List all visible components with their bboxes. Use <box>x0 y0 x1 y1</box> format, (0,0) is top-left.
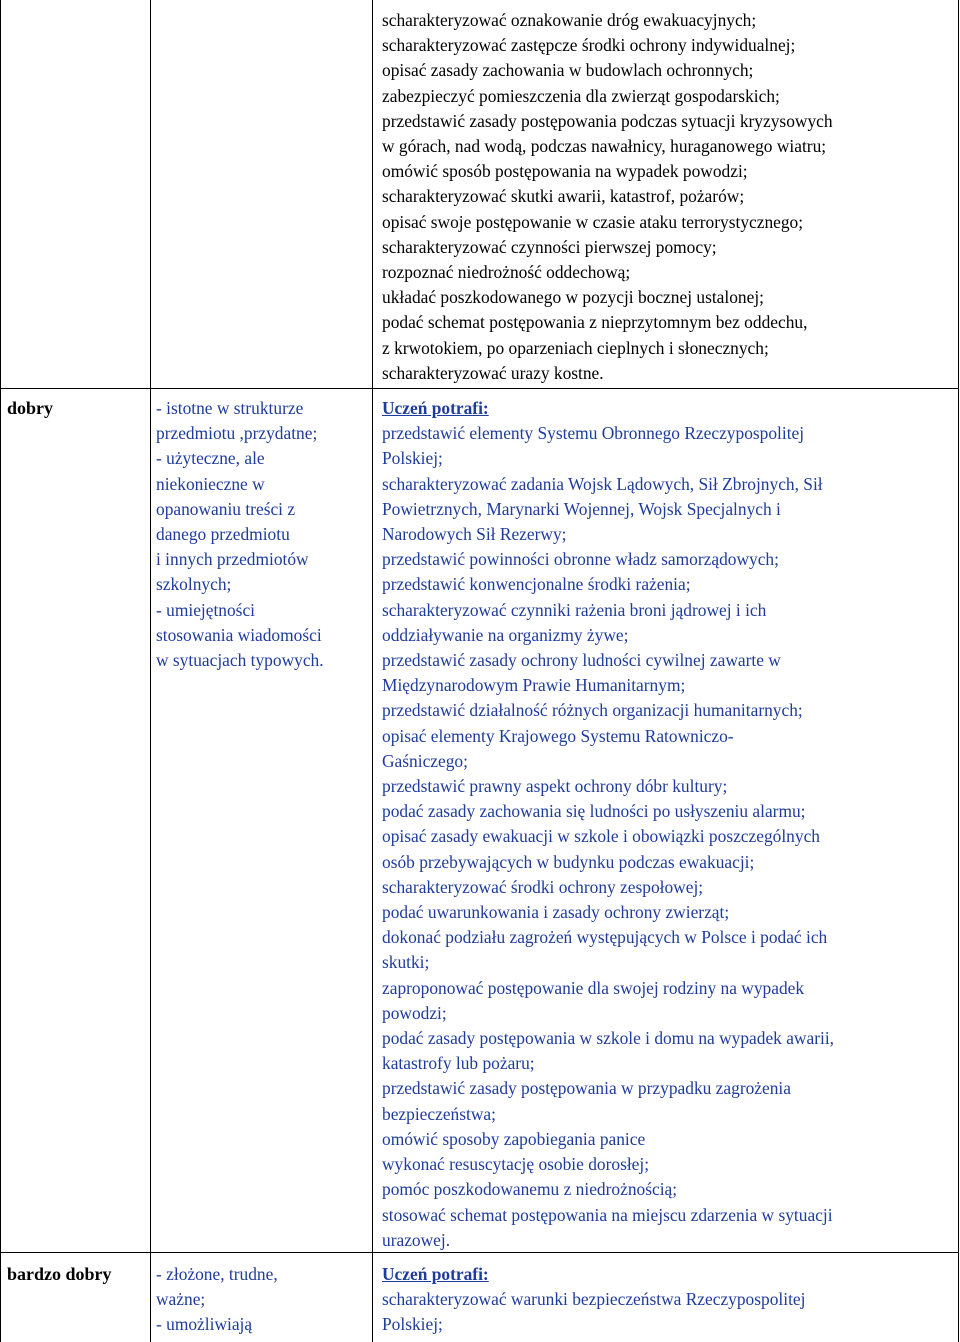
list-item: podać schemat postępowania z nieprzytomnym bez oddechu, <box>382 312 808 333</box>
list-item: bezpieczeństwa; <box>382 1103 496 1124</box>
list-item: scharakteryzować czynności pierwszej pomocy; <box>382 236 717 257</box>
list-item: przedstawić działalność różnych organizacji humanitarnych; <box>382 700 803 721</box>
list-item: przedstawić zasady ochrony ludności cywilnej zawarte w <box>382 650 781 671</box>
list-item: - użyteczne, ale <box>156 448 265 469</box>
skills-list-dobry <box>382 396 834 1253</box>
list-item: układać poszkodowanego w pozycji bocznej ustalonej; <box>382 287 764 308</box>
list-item: przedstawić konwencjonalne środki rażenia; <box>382 574 691 595</box>
list-item: z krwotokiem, po oparzeniach cieplnych i słonecznych; <box>382 337 769 358</box>
row-divider-1 <box>0 388 959 389</box>
section-heading: Uczeń potrafi: <box>382 1264 489 1284</box>
list-item: przedstawić powinności obronne władz samorządowych; <box>382 549 779 570</box>
list-item: omówić sposób postępowania na wypadek powodzi; <box>382 161 748 182</box>
table-border-left <box>0 0 1 1342</box>
grade-label-bardzo-dobry: bardzo dobry <box>7 1264 112 1284</box>
list-item: osób przebywających w budynku podczas ewakuacji; <box>382 851 755 872</box>
list-item: opisać zasady ewakuacji w szkole i obowiązki poszczególnych <box>382 826 820 847</box>
list-item: w górach, nad wodą, podczas nawałnicy, huraganowego wiatru; <box>382 136 827 157</box>
list-item: danego przedmiotu <box>156 524 290 545</box>
list-item: pomóc poszkodowanemu z niedrożnością; <box>382 1179 678 1200</box>
list-item: urazowej. <box>382 1229 451 1250</box>
list-item: - złożone, trudne, <box>156 1264 278 1284</box>
list-item: rozpoznać niedrożność oddechową; <box>382 262 631 283</box>
list-item: Polskiej; <box>382 448 443 469</box>
list-item: oddziaływanie na organizmy żywe; <box>382 624 629 645</box>
column-divider-2 <box>372 0 373 1342</box>
list-item: podać uwarunkowania i zasady ochrony zwierząt; <box>382 902 730 923</box>
list-item: scharakteryzować warunki bezpieczeństwa Rzeczypospolitej <box>382 1289 806 1310</box>
section-heading: Uczeń potrafi: <box>382 398 489 418</box>
list-item: - istotne w strukturze <box>156 398 304 418</box>
list-item: scharakteryzować oznakowanie dróg ewakuacyjnych; <box>382 10 757 30</box>
list-item: zaproponować postępowanie dla swojej rodziny na wypadek <box>382 977 805 998</box>
list-item: Gaśniczego; <box>382 750 468 771</box>
list-item: scharakteryzować zastępcze środki ochrony indywidualnej; <box>382 35 796 56</box>
list-item: stosować schemat postępowania na miejscu zdarzenia w sytuacji <box>382 1204 833 1225</box>
list-item: Powietrznych, Marynarki Wojennej, Wojsk Specjalnych i <box>382 498 781 519</box>
list-item: omówić sposoby zapobiegania panice <box>382 1128 646 1149</box>
list-item: opisać zasady zachowania w budowlach ochronnych; <box>382 60 754 81</box>
list-item: Narodowych Sił Rezerwy; <box>382 524 567 545</box>
list-item: - umiejętności <box>156 599 256 620</box>
list-item: podać zasady postępowania w szkole i domu na wypadek awarii, <box>382 1028 835 1049</box>
list-item: powodzi; <box>382 1002 447 1023</box>
list-item: - umożliwiają <box>156 1314 253 1335</box>
list-item: katastrofy lub pożaru; <box>382 1053 535 1074</box>
list-item: Polskiej; <box>382 1314 443 1335</box>
list-item: i innych przedmiotów <box>156 549 309 570</box>
skills-list-bardzo-dobry <box>382 1262 805 1338</box>
list-item: przedstawić prawny aspekt ochrony dóbr kultury; <box>382 776 728 797</box>
list-item: opisać elementy Krajowego Systemu Ratowniczo- <box>382 725 734 746</box>
list-item: przedmiotu ,przydatne; <box>156 423 318 444</box>
list-item: scharakteryzować zadania Wojsk Lądowych, Sił Zbrojnych, Sił <box>382 473 823 494</box>
criteria-list-bardzo-dobry <box>156 1262 278 1338</box>
grade-label-dobry: dobry <box>7 398 54 418</box>
list-item: opisać swoje postępowanie w czasie ataku terrorystycznego; <box>382 211 804 232</box>
list-item: wykonać resuscytację osobie dorosłej; <box>382 1154 650 1175</box>
list-item: skutki; <box>382 952 430 973</box>
list-item: zabezpieczyć pomieszczenia dla zwierząt gospodarskich; <box>382 85 780 106</box>
column-divider-1 <box>150 0 151 1342</box>
list-item: scharakteryzować urazy kostne. <box>382 362 604 383</box>
skills-list-continuation <box>382 8 833 386</box>
list-item: ważne; <box>156 1289 206 1310</box>
list-item: podać zasady zachowania się ludności po usłyszeniu alarmu; <box>382 801 806 822</box>
list-item: przedstawić zasady postępowania podczas sytuacji kryzysowych <box>382 110 833 131</box>
list-item: scharakteryzować skutki awarii, katastrof, pożarów; <box>382 186 745 207</box>
list-item: w sytuacjach typowych. <box>156 650 324 671</box>
list-item: przedstawić elementy Systemu Obronnego Rzeczypospolitej <box>382 423 805 444</box>
list-item: szkolnych; <box>156 574 232 595</box>
table-border-right <box>958 0 959 1342</box>
list-item: scharakteryzować czynniki rażenia broni jądrowej i ich <box>382 599 767 620</box>
list-item: stosowania wiadomości <box>156 624 322 645</box>
list-item: niekonieczne w <box>156 473 265 494</box>
list-item: przedstawić zasady postępowania w przypadku zagrożenia <box>382 1078 791 1099</box>
list-item: dokonać podziału zagrożeń występujących w Polsce i podać ich <box>382 927 828 948</box>
list-item: opanowaniu treści z <box>156 498 296 519</box>
list-item: scharakteryzować środki ochrony zespołowej; <box>382 876 704 897</box>
list-item: Międzynarodowym Prawie Humanitarnym; <box>382 675 686 696</box>
criteria-list-dobry <box>156 396 324 673</box>
